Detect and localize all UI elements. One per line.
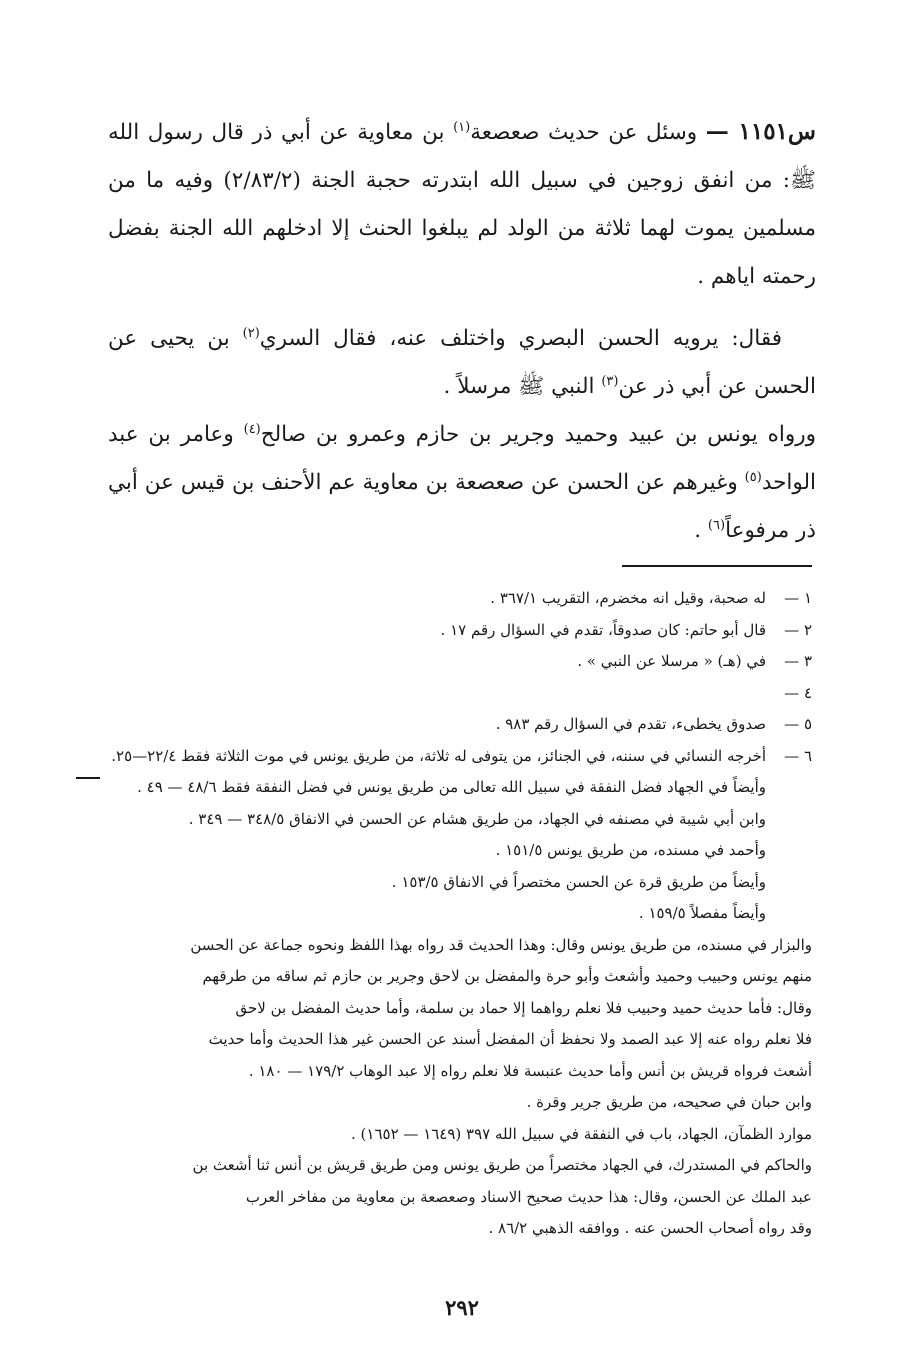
answer1-text-c: النبي ﷺ مرسلاً . — [443, 374, 595, 399]
footnote-full-line: والبزار في مسنده، من طريق يونس وقال: وهذا الحديث قد رواه بهذا اللفظ ونحوه جماعة عن الحسن — [190, 935, 812, 954]
footnote-ref-3: (٣) — [601, 373, 619, 389]
footnote-separator — [622, 565, 812, 567]
footnote-text: في (هـ) « مرسلا عن النبي » . — [577, 652, 766, 670]
question-paragraph — [108, 108, 816, 301]
footnote-number: ١ — — [784, 589, 812, 607]
question-text-a: وسئل عن حديث صعصعة — [470, 120, 698, 145]
footnote-text: أخرجه النسائي في سننه، في الجنائز، من يتوفى له ثلاثة، من طريق يونس في موت الثلاثة فقط ٢٢/٤—٢٥. — [111, 746, 766, 765]
footnote-ref-6: (٦) — [707, 517, 726, 533]
main-text — [108, 108, 816, 555]
footnote — [108, 583, 812, 615]
footnote-full-line: والحاكم في المستدرك، في الجهاد مختصراً من طريق يونس ومن طريق قريش بن أنس ثنا أشعث بن — [192, 1156, 812, 1174]
footnote-full-line: عبد الملك عن الحسن، وقال: هذا حديث صحيح الاسناد وصعصعة بن معاوية من مفاخر العرب — [245, 1187, 812, 1206]
footnote-full-line: وابن حبان في صحيحه، من طريق جرير وقرة . — [526, 1093, 812, 1111]
page-number: ٢٩٢ — [445, 1295, 479, 1320]
footnote-number: ٣ — — [784, 652, 812, 670]
footnote-full-line: فلا نعلم رواه عنه إلا عبد الصمد ولا نحفظ أن المفضل أسند عن الحسن غير هذا الحديث وأما حديث — [208, 1030, 812, 1048]
footnote-text: قال أبو حاتم: كان صدوقاً، تقدم في السؤال رقم ١٧ . — [440, 620, 766, 639]
footnote-ref-2: (٢) — [242, 325, 260, 341]
margin-mark — [76, 777, 100, 779]
footnote-full-line: منهم يونس وحبيب وحميد وأشعث وأبو حرة والمفضل بن لاحق وجرير بن حازم ثم ساقه من طرقهم — [202, 967, 812, 985]
footnote-full-line: أشعث فرواه قريش بن أنس وأما حديث عنبسة فلا نعلم رواه إلا عبد الوهاب ١٧٩/٢ — ١٨٠ . — [248, 1061, 812, 1080]
footnotes — [108, 583, 812, 1245]
answer2-text-d: . — [694, 518, 702, 543]
answer1-text-b: بن يحيى عن الحسن عن أبي ذر عن — [108, 326, 816, 399]
footnote-number: ٢ — — [784, 620, 812, 639]
footnote-number: ٦ — — [784, 746, 812, 765]
footnote — [108, 678, 812, 710]
answer2-text-a: ورواه يونس بن عبيد وحميد وجرير بن حازم وعمرو بن صالح — [260, 422, 816, 447]
footnote-text: له صحبة، وقيل انه مخضرم، التقريب ٣٦٧/١ . — [490, 589, 766, 607]
footnote-full-line: وقد رواه أصحاب الحسن عنه . ووافقه الذهبي ٨٦/٢ . — [488, 1219, 812, 1237]
footnote-continuation: وأيضاً في الجهاد فضل النفقة في سبيل الله تعالى من طريق يونس في فضل النفقة فقط ٤٨/٦ — ٤٩ . — [137, 778, 766, 796]
footnote-full-line: وقال: فأما حديث حميد وحبيب فلا نعلم رواهما إلا حماد بن سلمة، وأما حديث المفضل بن لاحق — [235, 998, 812, 1017]
footnote — [108, 709, 812, 741]
footnote-ref-1: (١) — [453, 119, 471, 135]
footnote-continuation: وابن أبي شيبة في مصنفه في الجهاد، من طريق هشام عن الحسن في الانفاق ٣٤٨/٥ — ٣٤٩ . — [188, 809, 766, 828]
footnote — [108, 646, 812, 678]
answer2-text-c: وغيرهم عن الحسن عن صعصعة بن معاوية عم الأحنف بن قيس عن أبي ذر مرفوعاً — [108, 470, 816, 543]
footnote-continuation: وأيضاً مفصلاً ١٥٩/٥ . — [638, 904, 766, 922]
question-number: س١١٥١ — — [705, 118, 816, 145]
footnote-continuation: وأيضاً من طريق قرة عن الحسن مختصراً في الانفاق ١٥٣/٥ . — [391, 872, 766, 891]
answer-paragraph-1 — [108, 315, 816, 411]
footnote — [108, 615, 812, 647]
answer-paragraph-2 — [108, 411, 816, 555]
answer2-text-b: وعامر بن عبد الواحد — [108, 422, 816, 495]
footnote-continuation: وأحمد في مسنده، من طريق يونس ١٥١/٥ . — [495, 841, 766, 859]
footnote-number: ٤ — — [784, 683, 812, 702]
footnote-full-line: موارد الظمآن، الجهاد، باب في النفقة في سبيل الله ٣٩٧ (١٦٤٩ — ١٦٥٢) . — [351, 1124, 812, 1143]
footnote — [108, 741, 812, 773]
answer1-text-a: فقال: يرويه الحسن البصري واختلف عنه، فقال السري — [259, 326, 782, 351]
footnote-number: ٥ — — [784, 715, 812, 733]
footnote-ref-5: (٥) — [744, 469, 762, 485]
footnote-text: صدوق يخطىء، تقدم في السؤال رقم ٩٨٣ . — [495, 715, 766, 733]
footnote-text — [108, 678, 766, 710]
footnote-ref-4: (٤) — [243, 421, 261, 437]
question-text-b: بن معاوية عن أبي ذر قال رسول الله ﷺ: من انفق زوجين في سبيل الله ابتدرته حجبة الجنة (٢/٨٣/٢) وفيه ما من مسلمين يموت لهما ثلاثة من الولد لم يبلغوا الحنث إلا ادخلهم الله الجنة بفضل رحمته اياهم . — [108, 120, 817, 289]
